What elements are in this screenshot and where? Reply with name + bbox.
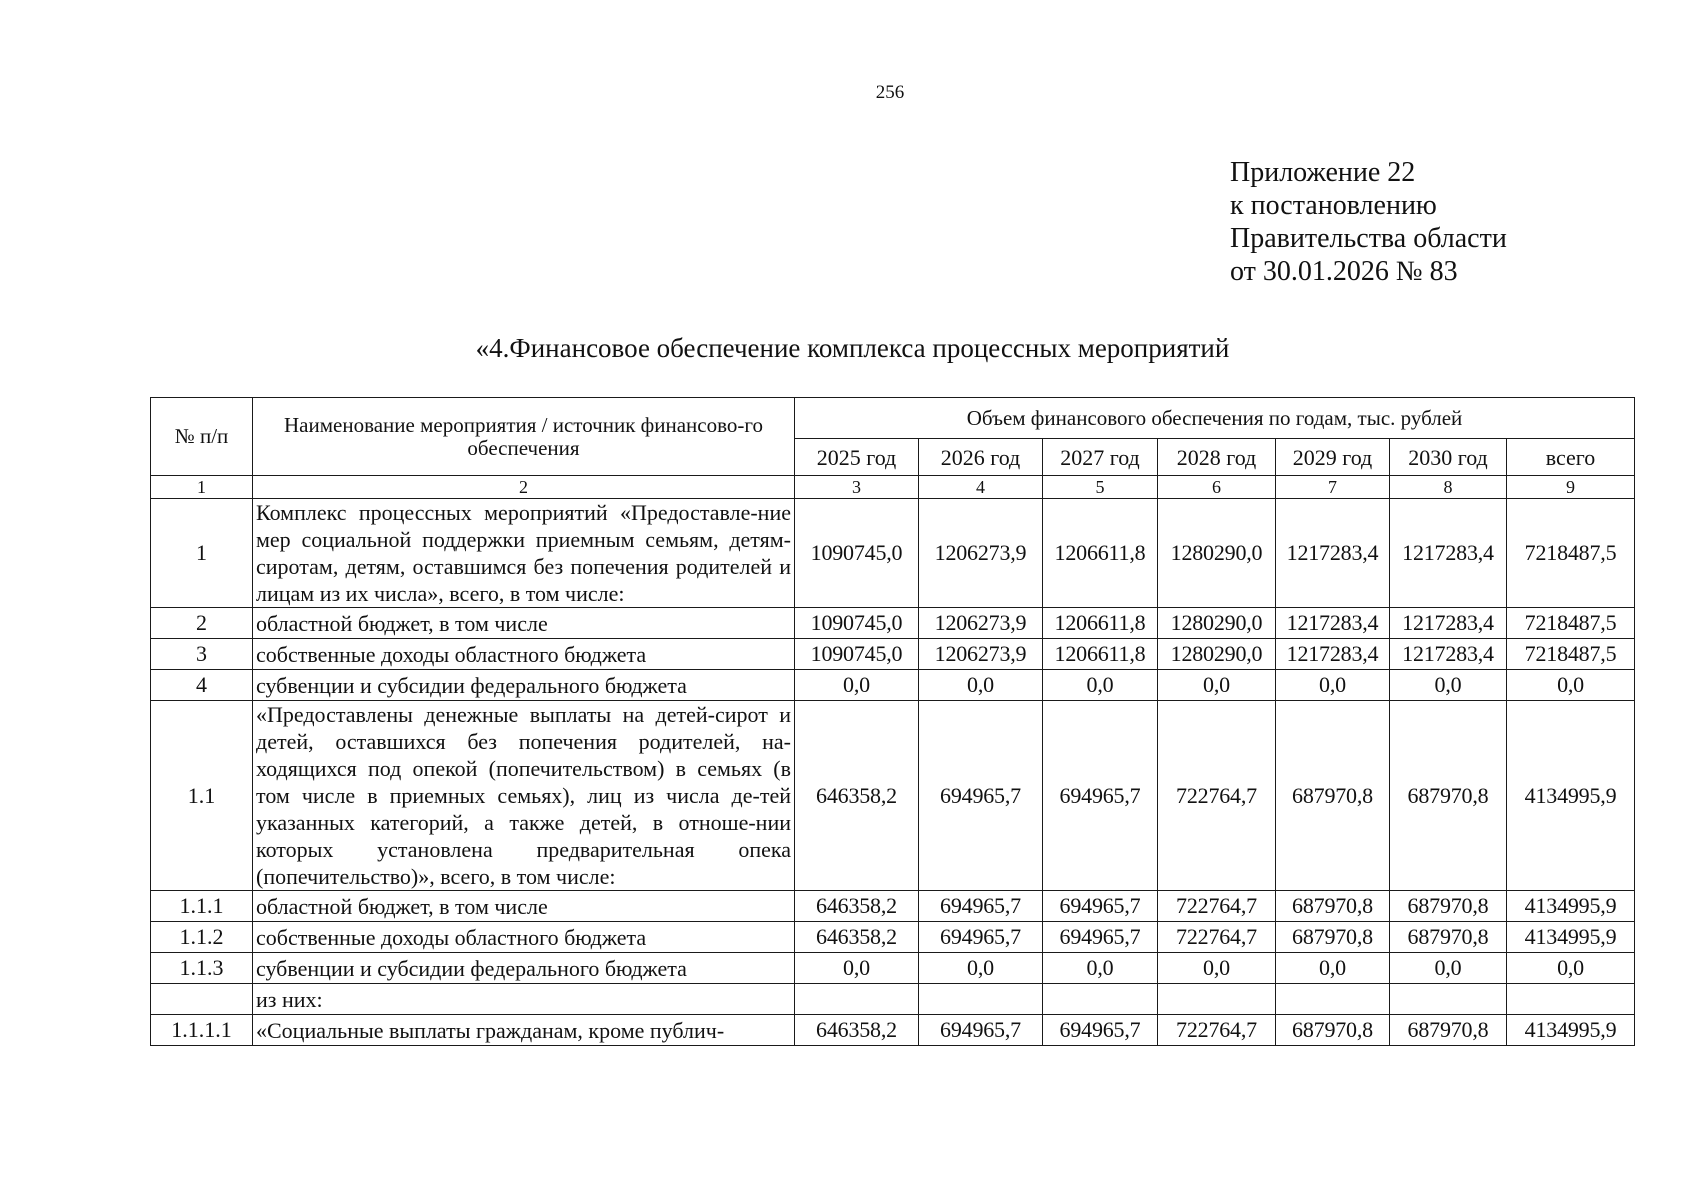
appendix-line: Приложение 22 (1230, 157, 1416, 188)
column-number: 3 (795, 476, 919, 499)
row-value: 646358,2 (795, 1015, 919, 1046)
row-value: 1217283,4 (1390, 608, 1507, 639)
row-name: субвенции и субсидии федерального бюджета (253, 953, 795, 984)
row-number: 1.1.3 (151, 953, 253, 984)
row-value: 687970,8 (1390, 701, 1507, 891)
table-row (151, 984, 1635, 1015)
row-value: 1206273,9 (919, 499, 1043, 608)
row-value: 1280290,0 (1158, 499, 1276, 608)
row-total: 4134995,9 (1507, 701, 1635, 891)
row-value: 646358,2 (795, 701, 919, 891)
column-number: 8 (1390, 476, 1507, 499)
row-value: 0,0 (1043, 953, 1158, 984)
row-value (795, 984, 919, 1015)
row-value: 687970,8 (1276, 701, 1390, 891)
row-value: 1217283,4 (1276, 608, 1390, 639)
row-value: 722764,7 (1158, 1015, 1276, 1046)
table-row (151, 891, 1635, 922)
row-value: 1206611,8 (1043, 499, 1158, 608)
column-number: 4 (919, 476, 1043, 499)
appendix-line: от 30.01.2026 № 83 (1230, 256, 1458, 287)
header-name: Наименование мероприятия / источник финансово-го обеспечения (253, 398, 795, 476)
header-year: 2025 год (795, 439, 919, 476)
row-name: «Предоставлены денежные выплаты на детей-сирот и детей, оставшихся без попечения родителей, на-ходящихся под опекой (попечительством) в семьях (в том числе в приемных семьях), лиц из числа де-тей указанных категорий, а также детей, в отноше-нии которых установлена предварительная опека (попечительство)», всего, в том числе: (253, 701, 795, 891)
column-number: 6 (1158, 476, 1276, 499)
header-total: всего (1507, 439, 1635, 476)
row-value: 0,0 (1390, 953, 1507, 984)
row-value: 1217283,4 (1276, 639, 1390, 670)
row-name: Комплекс процессных мероприятий «Предоставле-ние мер социальной поддержки приемным семьям, детям-сиротам, детям, оставшимся без попечения родителей и лицам из их числа», всего, в том числе: (253, 499, 795, 608)
row-value: 722764,7 (1158, 701, 1276, 891)
row-name: областной бюджет, в том числе (253, 891, 795, 922)
row-value: 694965,7 (919, 1015, 1043, 1046)
table-row (151, 670, 1635, 701)
row-value: 1217283,4 (1390, 639, 1507, 670)
column-numbers-row (151, 476, 1635, 499)
row-value (1276, 984, 1390, 1015)
row-value: 1090745,0 (795, 499, 919, 608)
table-row (151, 639, 1635, 670)
row-value: 687970,8 (1276, 922, 1390, 953)
column-number: 1 (151, 476, 253, 499)
table-row (151, 1015, 1635, 1046)
row-total: 0,0 (1507, 670, 1635, 701)
row-value: 694965,7 (919, 891, 1043, 922)
row-value: 0,0 (919, 670, 1043, 701)
row-value: 0,0 (1390, 670, 1507, 701)
row-value: 694965,7 (1043, 922, 1158, 953)
page-number: 256 (875, 82, 905, 103)
row-total: 7218487,5 (1507, 639, 1635, 670)
row-total: 0,0 (1507, 953, 1635, 984)
row-value: 694965,7 (1043, 701, 1158, 891)
row-value: 646358,2 (795, 891, 919, 922)
table-row (151, 608, 1635, 639)
row-total: 7218487,5 (1507, 499, 1635, 608)
row-number: 1.1.2 (151, 922, 253, 953)
row-value: 1206273,9 (919, 639, 1043, 670)
row-number: 1.1 (151, 701, 253, 891)
document-title: «4.Финансовое обеспечение комплекса процессных мероприятий (475, 333, 1230, 363)
header-num: № п/п (151, 398, 253, 476)
row-total (1507, 984, 1635, 1015)
row-value: 1217283,4 (1390, 499, 1507, 608)
row-total: 4134995,9 (1507, 1015, 1635, 1046)
row-value: 687970,8 (1276, 1015, 1390, 1046)
table-row (151, 922, 1635, 953)
row-total: 4134995,9 (1507, 891, 1635, 922)
row-value (1390, 984, 1507, 1015)
row-value: 687970,8 (1390, 1015, 1507, 1046)
column-number: 9 (1507, 476, 1635, 499)
header-year: 2027 год (1043, 439, 1158, 476)
row-value: 1217283,4 (1276, 499, 1390, 608)
appendix-line: к постановлению (1230, 190, 1437, 221)
row-value: 687970,8 (1390, 922, 1507, 953)
row-total: 7218487,5 (1507, 608, 1635, 639)
row-name: из них: (253, 984, 795, 1015)
table-row (151, 701, 1635, 891)
row-value: 694965,7 (919, 701, 1043, 891)
table-row (151, 953, 1635, 984)
row-value (1043, 984, 1158, 1015)
row-value: 0,0 (1158, 953, 1276, 984)
row-value: 1206273,9 (919, 608, 1043, 639)
appendix-block (1230, 156, 1507, 288)
row-value: 722764,7 (1158, 922, 1276, 953)
row-value: 1280290,0 (1158, 608, 1276, 639)
column-number: 2 (253, 476, 795, 499)
financing-table (150, 397, 1635, 1046)
row-name: «Социальные выплаты гражданам, кроме публич- (253, 1015, 795, 1046)
row-value: 0,0 (795, 953, 919, 984)
row-name: собственные доходы областного бюджета (253, 922, 795, 953)
table-row (151, 499, 1635, 608)
row-value: 1280290,0 (1158, 639, 1276, 670)
header-volume: Объем финансового обеспечения по годам, тыс. рублей (795, 398, 1635, 439)
row-value (1158, 984, 1276, 1015)
row-number: 1 (151, 499, 253, 608)
row-number: 4 (151, 670, 253, 701)
row-number: 1.1.1 (151, 891, 253, 922)
row-name: субвенции и субсидии федерального бюджета (253, 670, 795, 701)
appendix-line: Правительства области (1230, 223, 1507, 254)
row-name: собственные доходы областного бюджета (253, 639, 795, 670)
header-year: 2028 год (1158, 439, 1276, 476)
row-value: 0,0 (795, 670, 919, 701)
row-name: областной бюджет, в том числе (253, 608, 795, 639)
row-total: 4134995,9 (1507, 922, 1635, 953)
row-value: 1090745,0 (795, 639, 919, 670)
row-value: 646358,2 (795, 922, 919, 953)
row-value: 0,0 (919, 953, 1043, 984)
row-value: 1206611,8 (1043, 608, 1158, 639)
row-value: 0,0 (1276, 670, 1390, 701)
row-value: 1090745,0 (795, 608, 919, 639)
column-number: 7 (1276, 476, 1390, 499)
row-value: 0,0 (1158, 670, 1276, 701)
row-value: 687970,8 (1276, 891, 1390, 922)
row-number (151, 984, 253, 1015)
header-year: 2030 год (1390, 439, 1507, 476)
row-value: 1206611,8 (1043, 639, 1158, 670)
row-value (919, 984, 1043, 1015)
row-value: 694965,7 (1043, 1015, 1158, 1046)
header-year: 2029 год (1276, 439, 1390, 476)
column-number: 5 (1043, 476, 1158, 499)
row-number: 1.1.1.1 (151, 1015, 253, 1046)
row-number: 2 (151, 608, 253, 639)
row-value: 687970,8 (1390, 891, 1507, 922)
row-value: 694965,7 (1043, 891, 1158, 922)
row-value: 0,0 (1043, 670, 1158, 701)
row-value: 0,0 (1276, 953, 1390, 984)
row-value: 694965,7 (919, 922, 1043, 953)
row-number: 3 (151, 639, 253, 670)
row-value: 722764,7 (1158, 891, 1276, 922)
header-year: 2026 год (919, 439, 1043, 476)
